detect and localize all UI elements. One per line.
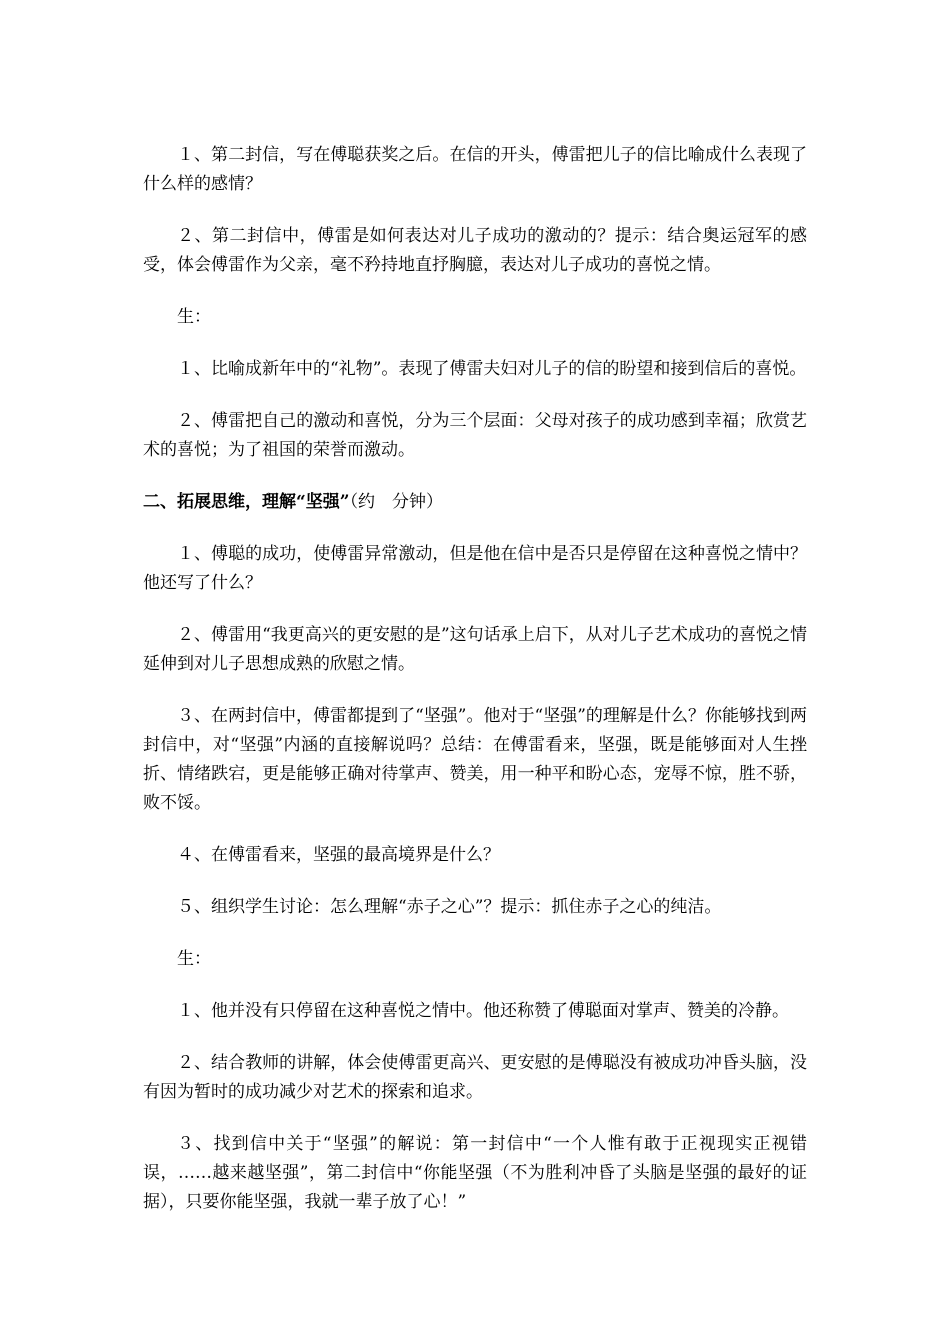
student-answer-4: ２、结合教师的讲解，体会使傅雷更高兴、更安慰的是傅聪没有被成功冲昏头脑，没有因为暂时的成功减少对艺术的探索和追求。 <box>143 1053 807 1102</box>
section-heading-time: （约 分钟） <box>349 492 444 512</box>
student-label: 生： <box>177 307 211 327</box>
student-answer-3: １、他并没有只停留在这种喜悦之情中。他还称赞了傅聪面对掌声、赞美的冷静。 <box>177 1001 789 1021</box>
teacher-question-3: １、傅聪的成功，使傅雷异常激动，但是他在信中是否只是停留在这种喜悦之情中？他还写了什么？ <box>143 544 807 593</box>
student-answer-5: ３、找到信中关于“坚强”的解说：第一封信中“一个人惟有敢于正视现实正视错误，……越来越坚强”，第二封信中“你能坚强（不为胜利冲昏了头脑是坚强的最好的证据），只要你能坚强，我就一辈子放了心！” <box>143 1134 807 1212</box>
section-heading-title: 二、拓展思维，理解“坚强” <box>143 492 350 512</box>
student-label-2: 生： <box>177 949 211 969</box>
teacher-question-4: ２、傅雷用“我更高兴的更安慰的是”这句话承上启下，从对儿子艺术成功的喜悦之情延伸到对儿子思想成熟的欣慰之情。 <box>143 625 807 674</box>
student-answer-2: ２、傅雷把自己的激动和喜悦，分为三个层面：父母对孩子的成功感到幸福；欣赏艺术的喜悦；为了祖国的荣誉而激动。 <box>143 411 807 460</box>
student-answer-1: １、比喻成新年中的“礼物”。表现了傅雷夫妇对儿子的信的盼望和接到信后的喜悦。 <box>177 359 807 379</box>
section-heading <box>143 488 807 517</box>
teacher-question-1: １、第二封信，写在傅聪获奖之后。在信的开头，傅雷把儿子的信比喻成什么表现了什么样的感情？ <box>143 145 807 194</box>
teacher-question-6: ４、在傅雷看来，坚强的最高境界是什么？ <box>177 845 500 865</box>
teacher-question-2: ２、第二封信中，傅雷是如何表达对儿子成功的激动的？提示：结合奥运冠军的感受，体会傅雷作为父亲，毫不矜持地直抒胸臆，表达对儿子成功的喜悦之情。 <box>143 226 807 275</box>
teacher-question-5: ３、在两封信中，傅雷都提到了“坚强”。他对于“坚强”的理解是什么？你能够找到两封信中，对“坚强”内涵的直接解说吗？总结：在傅雷看来，坚强，既是能够面对人生挫折、情绪跌宕，更是能够正确对待掌声、赞美，用一种平和盼心态，宠辱不惊，胜不骄，败不馁。 <box>143 706 807 813</box>
document-body <box>143 141 807 1217</box>
teacher-question-7: ５、组织学生讨论：怎么理解“赤子之心”？提示：抓住赤子之心的纯洁。 <box>177 897 722 917</box>
